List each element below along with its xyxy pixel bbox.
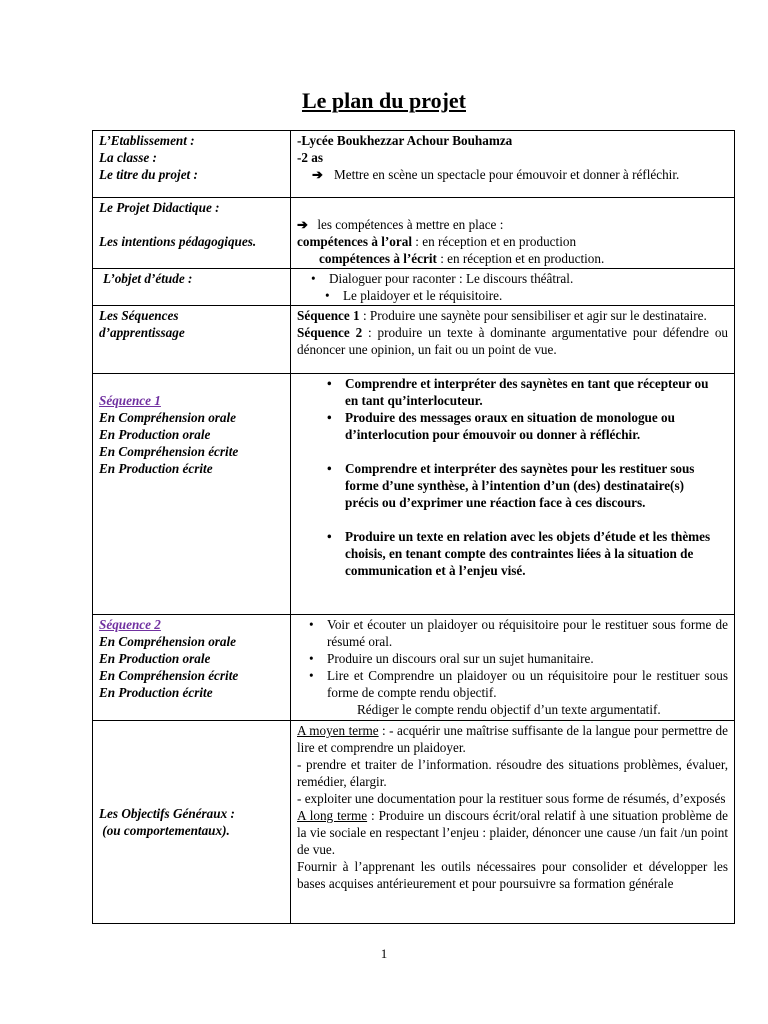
class-name: -2 as <box>297 150 324 165</box>
label-production-orale: En Production orale <box>99 651 211 666</box>
row-content-cell <box>291 198 735 269</box>
table-row <box>93 131 735 198</box>
competences-ecrit: compétences à l’écrit <box>319 251 437 266</box>
row-label-cell <box>93 374 291 615</box>
label-intentions: Les intentions pédagogiques. <box>99 234 257 249</box>
table-row <box>93 374 735 615</box>
label-sequences: Les Séquences <box>99 308 179 323</box>
table-row <box>93 306 735 374</box>
row-label-cell <box>93 615 291 721</box>
moyen-terme-label: A moyen terme <box>297 723 379 738</box>
table-row <box>93 721 735 924</box>
lycee-name: -Lycée Boukhezzar Achour Bouhamza <box>297 133 513 148</box>
row-content-cell <box>291 306 735 374</box>
label-etablissement: L’Etablissement : <box>99 133 195 148</box>
table-row <box>93 269 735 306</box>
list-item: • Le plaidoyer et le réquisitoire. <box>343 287 728 304</box>
sequence-2-extra: Rédiger le compte rendu objectif d’un texte argumentatif. <box>357 702 661 717</box>
label-production-orale: En Production orale <box>99 427 211 442</box>
sequence-2-label: Séquence 2 <box>297 325 363 340</box>
label-comprehension-orale: En Compréhension orale <box>99 634 237 649</box>
sequence-2-heading: Séquence 2 <box>99 617 161 632</box>
label-objectifs: Les Objectifs Généraux : <box>99 806 235 821</box>
label-objet: L’objet d’étude : <box>103 271 193 286</box>
list-item: • Produire des messages oraux en situation de monologue ou d’interlocution pour émouvoir ou donner à réfléchir. <box>345 409 712 443</box>
sequence-1-heading: Séquence 1 <box>99 393 161 408</box>
sequence-2-desc: : produire un texte à dominante argumentative pour défendre ou dénoncer une opinion, un fait ou un point de vue. <box>297 325 729 357</box>
long-terme-desc: : Produire un discours écrit/oral relatif à une situation problème de la vie sociale en respectant l’enjeu : plaider, dénoncer une cause /un fait /un point de vue. <box>297 808 729 857</box>
row-label-cell <box>93 131 291 198</box>
sequence-1-summary <box>297 307 728 324</box>
moyen-terme-desc: : - acquérir une maîtrise suffisante de la langue pour permettre de lire et comprendre un plaidoyer. <box>297 723 728 755</box>
table-row <box>93 615 735 721</box>
objectif-line: - prendre et traiter de l’information. résoudre des situations problèmes, évaluer, remédier, élargir. <box>297 757 728 789</box>
project-title: Mettre en scène un spectacle pour émouvoir et donner à réfléchir. <box>334 167 680 182</box>
right-arrow-icon: ➔ <box>312 167 324 182</box>
row-label-cell <box>93 198 291 269</box>
label-apprentissage: d’apprentissage <box>99 325 185 340</box>
label-titre: Le titre du projet : <box>99 167 198 182</box>
row-content-cell <box>291 721 735 924</box>
label-production-ecrite: En Production écrite <box>99 461 213 476</box>
list-item: • Produire un discours oral sur un sujet humanitaire. <box>327 650 728 667</box>
competences-ecrit-desc: : en réception et en production. <box>436 251 605 266</box>
long-terme-label: A long terme <box>297 808 368 823</box>
sequence-2-summary <box>297 324 728 358</box>
row-content-cell <box>291 131 735 198</box>
sequence-1-desc: : Produire une saynète pour sensibiliser et agir sur le destinataire. <box>359 308 707 323</box>
moyen-terme <box>297 722 728 756</box>
competences-oral: compétences à l’oral <box>297 234 412 249</box>
row-content-cell <box>291 374 735 615</box>
list-item: • Comprendre et interpréter des saynètes pour les restituer sous forme d’une synthèse, à l’intention d’un (des) destinataire(s) précis ou d’exprimer une réaction face à ces discours. <box>345 460 712 511</box>
sequence-1-label: Séquence 1 <box>297 308 360 323</box>
long-terme <box>297 807 728 858</box>
label-comprehension-ecrite: En Compréhension écrite <box>99 668 239 683</box>
page-number: 1 <box>380 946 388 961</box>
list-item: • Comprendre et interpréter des saynètes en tant que récepteur ou en tant qu’interlocuteur. <box>345 375 712 409</box>
list-item: • Lire et Comprendre un plaidoyer ou un réquisitoire pour le restituer sous forme de compte rendu objectif. <box>327 667 728 701</box>
row-label-cell <box>93 306 291 374</box>
competences-intro: les compétences à mettre en place : <box>317 217 504 232</box>
right-arrow-icon: ➔ <box>297 217 309 232</box>
competences-oral-desc: : en réception et en production <box>412 234 577 249</box>
label-comprehension-ecrite: En Compréhension écrite <box>99 444 239 459</box>
page-title: Le plan du projet <box>301 88 466 113</box>
label-projet: Le Projet Didactique : <box>99 200 220 215</box>
row-content-cell <box>291 269 735 306</box>
objectif-line: - exploiter une documentation pour la restituer sous forme de résumés, d’exposés <box>297 791 726 806</box>
table-row <box>93 198 735 269</box>
objectif-line: Fournir à l’apprenant les outils nécessaires pour consolider et développer les bases acquises antérieurement et pour poursuivre sa formation générale <box>297 859 728 891</box>
label-comportementaux: (ou comportementaux). <box>99 823 230 838</box>
label-production-ecrite: En Production écrite <box>99 685 213 700</box>
label-classe: La classe : <box>99 150 157 165</box>
label-comprehension-orale: En Compréhension orale <box>99 410 237 425</box>
row-label-cell <box>93 269 291 306</box>
list-item: • Dialoguer pour raconter : Le discours théâtral. <box>329 270 728 287</box>
plan-table <box>92 130 735 924</box>
row-label-cell <box>93 721 291 924</box>
list-item: • Produire un texte en relation avec les objets d’étude et les thèmes choisis, en tenant compte des contraintes liées à la situation de communication et à l’enjeu visé. <box>345 528 712 579</box>
list-item: • Voir et écouter un plaidoyer ou réquisitoire pour le restituer sous forme de résumé oral. <box>327 616 728 650</box>
row-content-cell <box>291 615 735 721</box>
